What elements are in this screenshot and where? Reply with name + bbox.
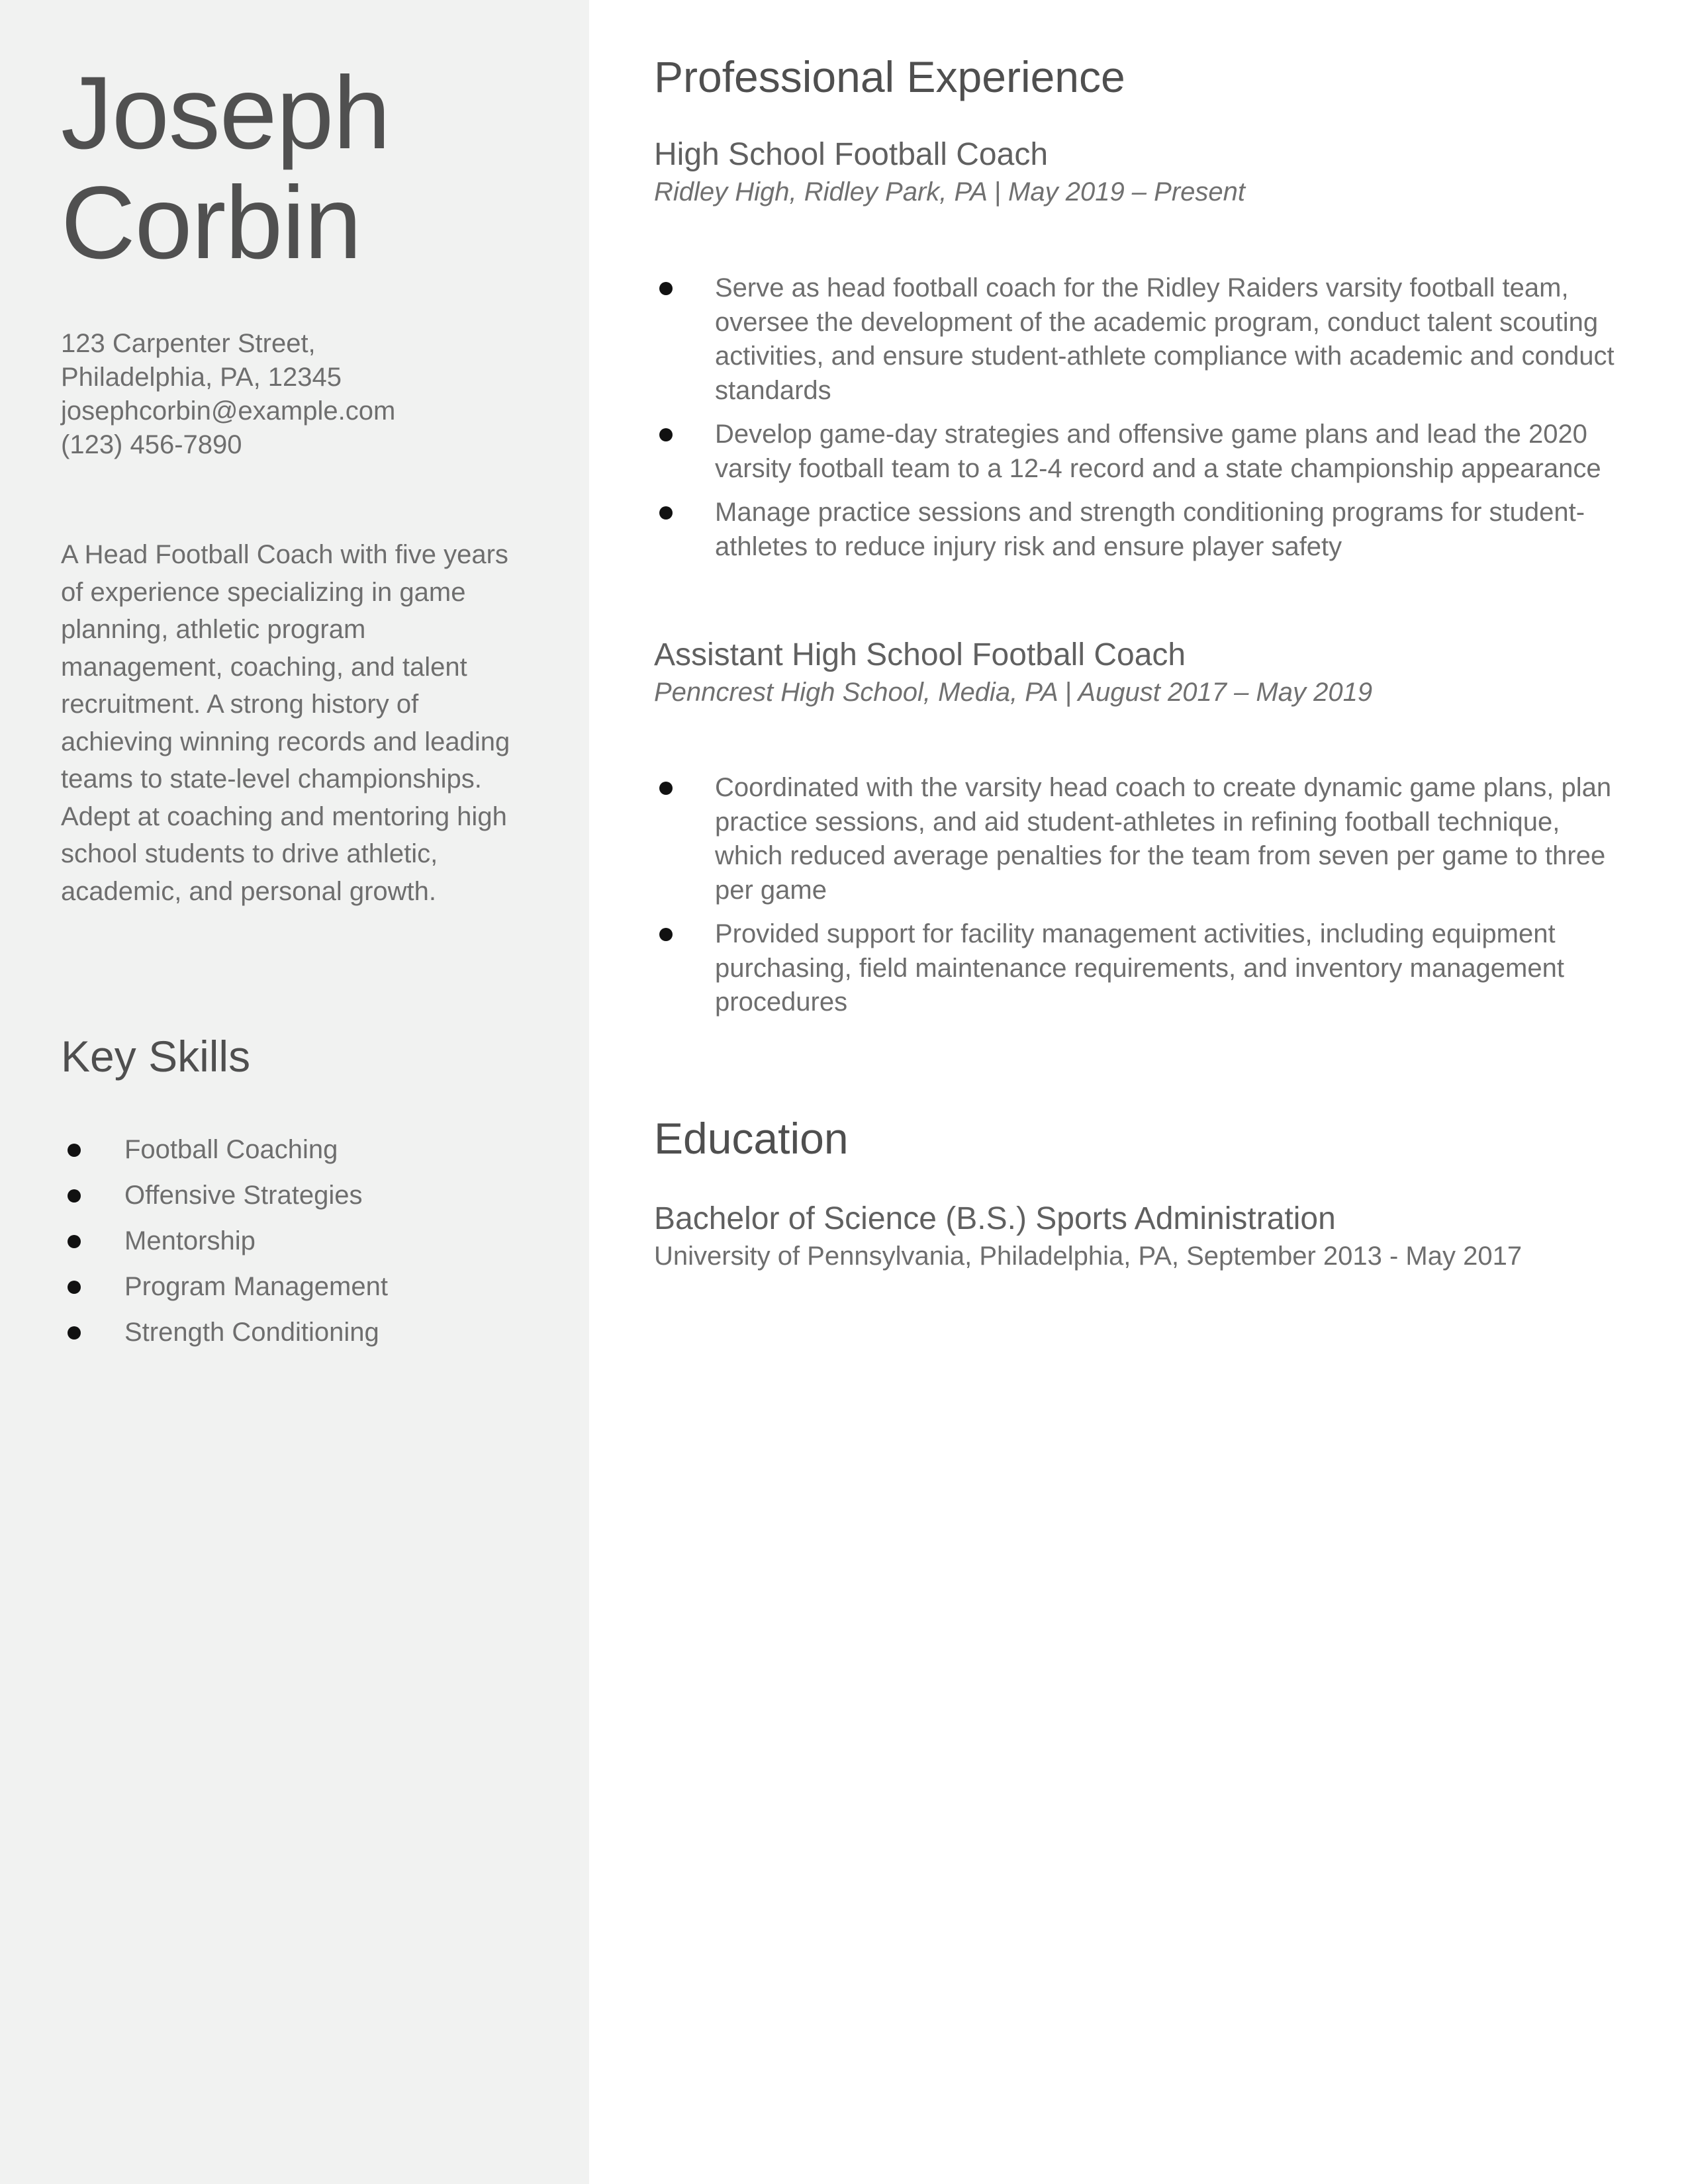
experience-heading: Professional Experience	[654, 52, 1125, 101]
bullet-icon	[659, 782, 673, 795]
job-bullet	[654, 771, 1634, 907]
job-bullet	[654, 271, 1634, 408]
skill-label: Program Management	[124, 1272, 388, 1301]
sidebar	[0, 0, 589, 2184]
bullet-icon	[68, 1326, 81, 1340]
contact-phone[interactable]: (123) 456-7890	[61, 430, 242, 459]
skills-list	[61, 1127, 388, 1355]
job-bullets	[654, 271, 1634, 574]
job-bullet	[654, 917, 1634, 1020]
contact-city: Philadelphia, PA, 12345	[61, 363, 342, 392]
bullet-icon	[659, 928, 673, 941]
education-heading: Education	[654, 1114, 849, 1163]
job-meta: Penncrest High School, Media, PA | August 2017 – May 2019	[654, 678, 1373, 707]
bullet-icon	[68, 1189, 81, 1203]
job-entry	[654, 135, 1634, 209]
last-name: Corbin	[61, 165, 361, 281]
skill-item	[61, 1127, 388, 1173]
skills-heading: Key Skills	[61, 1032, 251, 1081]
job-bullet-text: Coordinated with the varsity head coach to create dynamic game plans, plan practice sessions, and aid student-athletes in refining football technique, which reduced average penalties for the team from seven per game to three per game	[715, 773, 1612, 905]
first-name: Joseph	[61, 56, 391, 171]
bullet-icon	[68, 1144, 81, 1157]
job-title: Assistant High School Football Coach	[654, 637, 1186, 672]
skill-label: Football Coaching	[124, 1135, 338, 1164]
bullet-icon	[659, 282, 673, 295]
contact-info	[61, 327, 395, 462]
education-school: University of Pennsylvania, Philadelphia, PA, September 2013 - May 2017	[654, 1242, 1523, 1271]
job-bullet-text: Manage practice sessions and strength conditioning programs for student-athletes to reduce injury risk and ensure player safety	[715, 498, 1585, 561]
skill-label: Offensive Strategies	[124, 1181, 363, 1210]
education-degree: Bachelor of Science (B.S.) Sports Administration	[654, 1201, 1336, 1236]
job-meta: Ridley High, Ridley Park, PA | May 2019 – Present	[654, 177, 1246, 206]
skill-item	[61, 1310, 388, 1355]
bullet-icon	[659, 428, 673, 441]
job-bullet	[654, 496, 1634, 564]
skill-label: Mentorship	[124, 1226, 256, 1255]
bullet-icon	[68, 1281, 81, 1294]
job-entry	[654, 635, 1634, 709]
professional-summary: A Head Football Coach with five years of experience specializing in game planning, athletic program management, coaching, and talent recruitment. A strong history of achieving winning records and leading teams to state-level championships. Adept at coaching and mentoring high school students to drive athletic, academic, and personal growth.	[61, 540, 510, 906]
job-bullet-text: Develop game-day strategies and offensive game plans and lead the 2020 varsity football team to a 12-4 record and a state championship appearance	[715, 420, 1601, 483]
contact-email[interactable]: josephcorbin@example.com	[61, 396, 396, 426]
skill-item	[61, 1173, 388, 1218]
job-bullet-text: Serve as head football coach for the Ridley Raiders varsity football team, oversee the development of the academic program, conduct talent scouting activities, and ensure student-athlete compliance with academic and conduct standards	[715, 273, 1615, 405]
skill-item	[61, 1264, 388, 1310]
bullet-icon	[68, 1235, 81, 1248]
job-title: High School Football Coach	[654, 137, 1049, 172]
skill-item	[61, 1218, 388, 1264]
bullet-icon	[659, 506, 673, 520]
candidate-name	[61, 56, 391, 281]
job-bullet-text: Provided support for facility management activities, including equipment purchasing, field maintenance requirements, and inventory management procedures	[715, 919, 1564, 1017]
education-entry	[654, 1199, 1634, 1273]
job-bullet	[654, 418, 1634, 486]
job-bullets	[654, 771, 1634, 1030]
contact-street: 123 Carpenter Street,	[61, 329, 316, 358]
skill-label: Strength Conditioning	[124, 1318, 379, 1347]
